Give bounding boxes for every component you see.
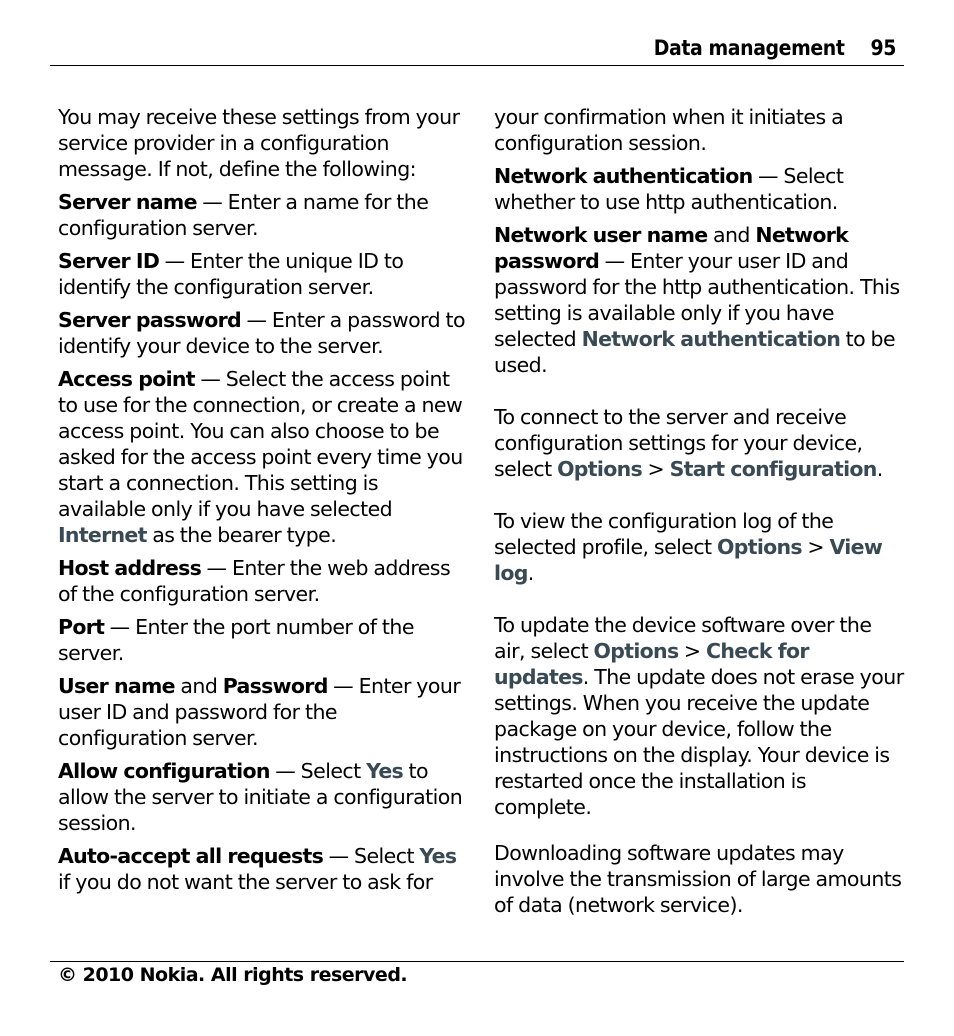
setting-description-end: to be used.	[494, 327, 896, 377]
conjunction: and	[707, 223, 756, 247]
setting-term: Allow configuration	[58, 759, 270, 783]
option-yes: Yes	[419, 844, 457, 868]
setting-host-address	[58, 555, 466, 607]
setting-description-end: to allow the server to initiate a configuration session.	[58, 759, 463, 835]
menu-separator: >	[678, 639, 707, 663]
setting-network-authentication	[494, 163, 904, 215]
setting-allow-configuration	[58, 758, 466, 836]
paragraph-text: To view the configuration log of the selected profile, select	[494, 509, 834, 559]
right-column	[494, 104, 904, 925]
setting-access-point	[58, 366, 466, 548]
footer-copyright: © 2010 Nokia. All rights reserved.	[58, 964, 408, 986]
menu-separator: >	[642, 457, 670, 481]
setting-term: User name	[58, 674, 175, 698]
setting-term: Network password	[494, 223, 849, 273]
setting-term: Server ID	[58, 249, 160, 273]
setting-auto-accept	[58, 843, 466, 895]
setting-server-id	[58, 248, 466, 300]
view-log-paragraph	[494, 508, 904, 586]
section-title: Data management	[653, 36, 845, 60]
setting-description: — Enter your user ID and password for the http authentication. This setting is available only if you have selected	[494, 249, 900, 351]
setting-term: Server name	[58, 190, 197, 214]
setting-description: — Enter a name for the configuration server.	[58, 190, 429, 240]
setting-description: — Enter the unique ID to identify the configuration server.	[58, 249, 404, 299]
paragraph-end: .	[876, 457, 883, 481]
option-options: Options	[593, 639, 679, 663]
setting-description: — Enter the web address of the configuration server.	[58, 556, 451, 606]
option-options: Options	[557, 457, 642, 481]
setting-term: Network authentication	[494, 164, 753, 188]
footer-divider	[50, 961, 904, 962]
setting-term: Port	[58, 615, 105, 639]
setting-term: Host address	[58, 556, 202, 580]
connect-paragraph	[494, 404, 904, 482]
menu-separator: >	[801, 535, 830, 559]
setting-description: — Select	[269, 759, 367, 783]
paragraph-text: To update the device software over the air, select	[494, 613, 872, 663]
option-internet: Internet	[58, 523, 147, 547]
setting-term: Auto-accept all requests	[58, 844, 324, 868]
setting-description: — Enter your user ID and password for the configuration server.	[58, 674, 461, 750]
option-check-for-updates: Check for updates	[494, 639, 809, 689]
setting-term: Password	[222, 674, 328, 698]
option-start-configuration: Start configuration	[669, 457, 877, 481]
setting-description: — Select whether to use http authentication.	[494, 164, 844, 214]
setting-description: — Enter a password to identify your device to the server.	[58, 308, 465, 358]
downloading-paragraph: Downloading software updates may involve the transmission of large amounts of data (network service).	[494, 841, 902, 917]
paragraph-end: .	[527, 561, 534, 585]
setting-description: — Enter the port number of the server.	[58, 615, 414, 665]
update-paragraph	[494, 612, 904, 820]
setting-description: — Select the access point to use for the connection, or create a new access point. You can also choose to be asked for the access point every time you start a connection. This setting is available only if you have selected	[58, 367, 463, 521]
setting-term: Access point	[58, 367, 195, 391]
setting-description: — Select	[323, 844, 420, 868]
setting-term: Server password	[58, 308, 242, 332]
setting-description-end: as the bearer type.	[146, 523, 337, 547]
header-text	[654, 36, 896, 60]
paragraph-end: . The update does not erase your settings. When you receive the update package on your device, follow the instructions on the display. Your device is restarted once the installation is complete.	[494, 665, 904, 819]
setting-server-password	[58, 307, 466, 359]
option-network-authentication: Network authentication	[581, 327, 841, 351]
setting-network-user-password	[494, 222, 904, 378]
option-options: Options	[717, 535, 802, 559]
option-yes: Yes	[366, 759, 404, 783]
page-header	[50, 32, 904, 66]
paragraph-text: To connect to the server and receive configuration settings for your device, select	[494, 405, 863, 481]
setting-description-end: if you do not want the server to ask for	[58, 870, 433, 894]
setting-server-name	[58, 189, 466, 241]
setting-port	[58, 614, 466, 666]
option-view-log: View log	[494, 535, 883, 585]
conjunction: and	[174, 674, 223, 698]
continuation-paragraph: your confirmation when it initiates a configuration session.	[494, 105, 844, 155]
left-column	[58, 104, 466, 902]
intro-paragraph: You may receive these settings from your service provider in a configuration message. If not, define the following:	[58, 105, 460, 181]
setting-term: Network user name	[494, 223, 708, 247]
setting-user-name-password	[58, 673, 466, 751]
page-number: 95	[870, 36, 896, 60]
